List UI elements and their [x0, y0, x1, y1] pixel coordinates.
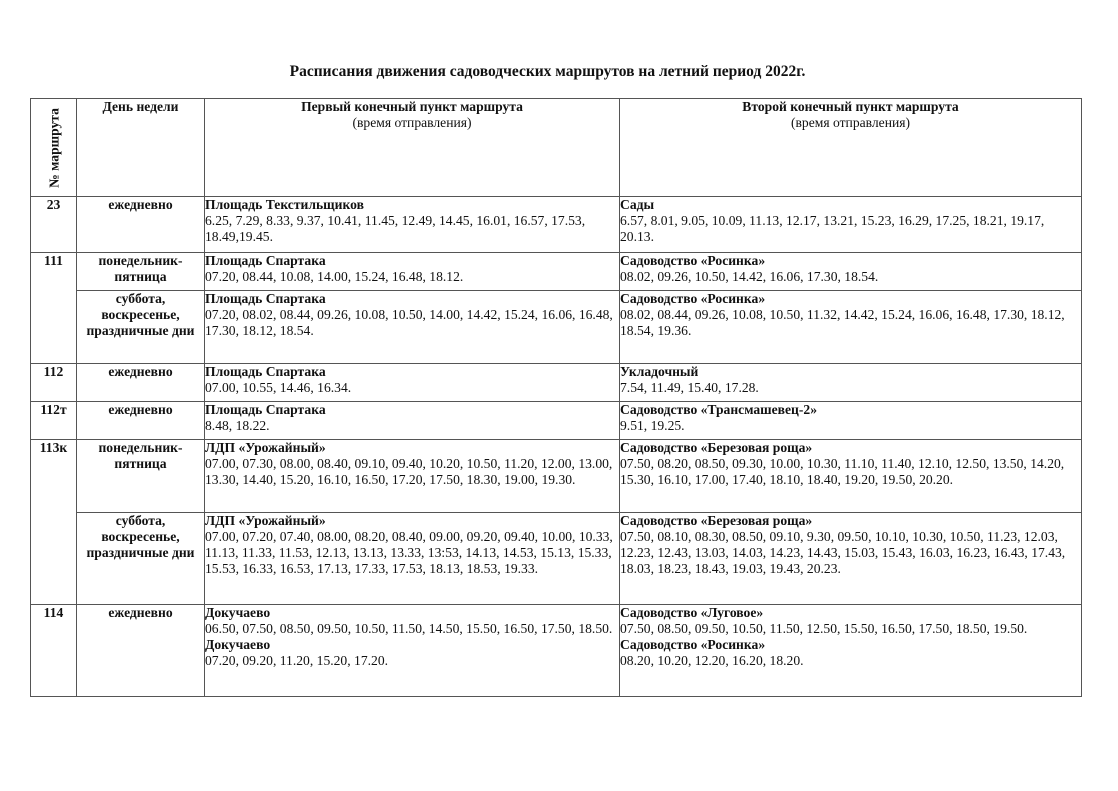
schedule-table: [30, 98, 1082, 697]
table-row: [31, 402, 1082, 440]
header-second-end-label: Второй конечный пункт маршрута: [742, 99, 959, 114]
header-first-end-label: Первый конечный пункт маршрута: [301, 99, 523, 114]
day-of-week: ежедневно: [77, 605, 205, 697]
header-second-end: [620, 99, 1082, 197]
stop-name: Садоводство «Трансмашевец-2»: [620, 402, 818, 417]
table-row: [31, 291, 1082, 364]
header-day: День недели: [77, 99, 205, 197]
first-end-cell: [205, 291, 620, 364]
table-row: [31, 253, 1082, 291]
route-number: 114: [31, 605, 77, 697]
stop-name: Садоводство «Росинка»: [620, 253, 766, 268]
second-end-cell: [620, 253, 1082, 291]
day-of-week: понедельник-пятница: [77, 440, 205, 513]
second-end-cell: [620, 291, 1082, 364]
table-header-row: [31, 99, 1082, 197]
departure-times: 07.20, 09.20, 11.20, 15.20, 17.20.: [205, 653, 389, 668]
table-row: [31, 197, 1082, 253]
departure-times: 07.00, 07.30, 08.00, 08.40, 09.10, 09.40, 10.20, 10.50, 11.20, 12.00, 13.00, 13.30, 14.40, 15.20, 16.10, 16.50, 17.20, 17.50, 18.30, 19.00, 19.30.: [205, 456, 613, 487]
departure-times: 07.50, 08.10, 08.30, 08.50, 09.10, 9.30, 09.50, 10.10, 10.30, 10.50, 11.23, 12.03, 12.23, 12.43, 13.03, 14.03, 14.23, 14.43, 15.03, 15.43, 16.03, 16.23, 16.43, 17.43, 18.03, 18.23, 18.43, 19.03, 19.43, 20.23.: [620, 529, 1066, 576]
route-number: 112т: [31, 402, 77, 440]
departure-times: 9.51, 19.25.: [620, 418, 685, 433]
day-of-week: понедельник-пятница: [77, 253, 205, 291]
day-of-week: суббота, воскресенье, праздничные дни: [77, 291, 205, 364]
second-end-cell: [620, 513, 1082, 605]
first-end-cell: [205, 605, 620, 697]
stop-name: ЛДП «Урожайный»: [205, 513, 326, 528]
first-end-cell: [205, 253, 620, 291]
stop-name: Площадь Спартака: [205, 253, 326, 268]
stop-name: Садоводство «Росинка»: [620, 291, 766, 306]
stop-name: Площадь Спартака: [205, 402, 326, 417]
departure-times: 07.20, 08.02, 08.44, 09.26, 10.08, 10.50, 14.00, 14.42, 15.24, 16.06, 16.48, 17.30, 18.12, 18.54.: [205, 307, 613, 338]
departure-times: 8.48, 18.22.: [205, 418, 270, 433]
departure-times: 6.25, 7.29, 8.33, 9.37, 10.41, 11.45, 12.49, 14.45, 16.01, 16.57, 17.53, 18.49,19.45.: [205, 213, 586, 244]
second-end-cell: [620, 364, 1082, 402]
departure-times: 08.02, 09.26, 10.50, 14.42, 16.06, 17.30, 18.54.: [620, 269, 879, 284]
header-first-end-sub: (время отправления): [352, 115, 472, 130]
stop-name: Укладочный: [620, 364, 699, 379]
route-number: 23: [31, 197, 77, 253]
route-number: 112: [31, 364, 77, 402]
first-end-cell: [205, 197, 620, 253]
departure-times: 08.20, 10.20, 12.20, 16.20, 18.20.: [620, 653, 804, 668]
stop-name: Докучаево: [205, 605, 271, 620]
first-end-cell: [205, 364, 620, 402]
second-end-cell: [620, 605, 1082, 697]
stop-name: Площадь Спартака: [205, 291, 326, 306]
departure-times: 07.20, 08.44, 10.08, 14.00, 15.24, 16.48, 18.12.: [205, 269, 464, 284]
second-end-cell: [620, 440, 1082, 513]
first-end-cell: [205, 513, 620, 605]
departure-times: 07.50, 08.50, 09.50, 10.50, 11.50, 12.50, 15.50, 16.50, 17.50, 18.50, 19.50.: [620, 621, 1028, 636]
header-route-number: [31, 99, 77, 197]
table-row: [31, 605, 1082, 697]
first-end-cell: [205, 440, 620, 513]
departure-times: 7.54, 11.49, 15.40, 17.28.: [620, 380, 759, 395]
departure-times: 07.00, 07.20, 07.40, 08.00, 08.20, 08.40, 09.00, 09.20, 09.40, 10.00, 10.33, 11.13, 11.33, 11.53, 12.13, 13.13, 13.33, 13:53, 14.13, 14.53, 15.13, 15.33, 15.53, 16.33, 16.53, 17.13, 17.33, 17.53, 18.13, 18.53, 19.33.: [205, 529, 613, 576]
second-end-cell: [620, 197, 1082, 253]
departure-times: 6.57, 8.01, 9.05, 10.09, 11.13, 12.17, 13.21, 15.23, 16.29, 17.25, 18.21, 19.17, 20.13.: [620, 213, 1045, 244]
day-of-week: ежедневно: [77, 197, 205, 253]
stop-name: Сады: [620, 197, 655, 212]
departure-times: 07.50, 08.20, 08.50, 09.30, 10.00, 10.30, 11.10, 11.40, 12.10, 12.50, 13.50, 14.20, 15.30, 16.10, 17.00, 17.40, 18.10, 18.40, 19.20, 19.50, 20.20.: [620, 456, 1065, 487]
second-end-cell: [620, 402, 1082, 440]
header-route-number-label: № маршрута: [46, 107, 61, 188]
stop-name: Площадь Текстильщиков: [205, 197, 364, 212]
stop-name: Докучаево: [205, 637, 271, 652]
stop-name: Садоводство «Березовая роща»: [620, 440, 813, 455]
stop-name: Садоводство «Луговое»: [620, 605, 764, 620]
header-second-end-sub: (время отправления): [790, 115, 911, 130]
table-row: [31, 440, 1082, 513]
first-end-cell: [205, 402, 620, 440]
route-number: 111: [31, 253, 77, 364]
stop-name: ЛДП «Урожайный»: [205, 440, 326, 455]
stop-name: Садоводство «Березовая роща»: [620, 513, 813, 528]
departure-times: 08.02, 08.44, 09.26, 10.08, 10.50, 11.32, 14.42, 15.24, 16.06, 16.48, 17.30, 18.12, 18.54, 19.36.: [620, 307, 1065, 338]
day-of-week: суббота, воскресенье, праздничные дни: [77, 513, 205, 605]
day-of-week: ежедневно: [77, 364, 205, 402]
route-number: 113к: [31, 440, 77, 605]
stop-name: Площадь Спартака: [205, 364, 326, 379]
stop-name: Садоводство «Росинка»: [620, 637, 766, 652]
header-first-end: [205, 99, 620, 197]
departure-times: 06.50, 07.50, 08.50, 09.50, 10.50, 11.50, 14.50, 15.50, 16.50, 17.50, 18.50.: [205, 621, 613, 636]
departure-times: 07.00, 10.55, 14.46, 16.34.: [205, 380, 352, 395]
table-row: [31, 513, 1082, 605]
page-title: Расписания движения садоводческих маршрутов на летний период 2022г.: [289, 63, 806, 80]
table-row: [31, 364, 1082, 402]
day-of-week: ежедневно: [77, 402, 205, 440]
